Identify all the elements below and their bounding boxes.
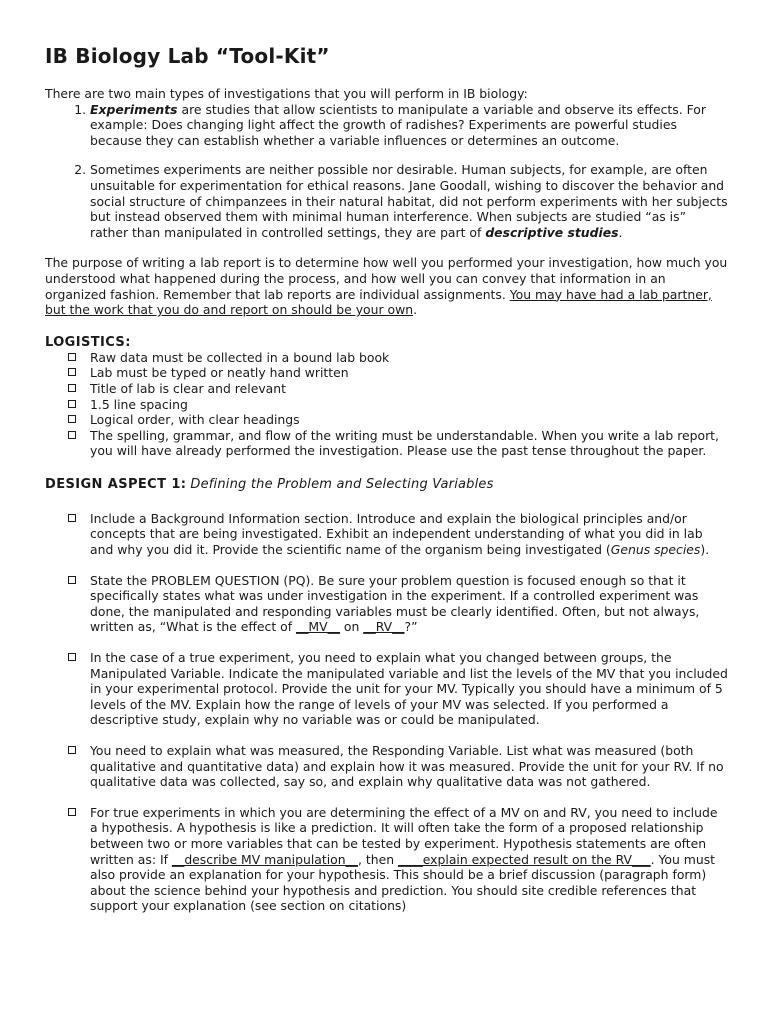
term-descriptive-studies: descriptive studies <box>485 224 619 240</box>
mv-manipulation-blank: __describe MV manipulation__ <box>171 851 358 867</box>
list-item-descriptive <box>90 162 728 240</box>
purpose-underlined: You may have had a lab partner, but the work that you do and report on should be your own <box>45 286 712 318</box>
list-item <box>45 743 728 790</box>
term-experiments: Experiments <box>90 101 178 117</box>
list-item-experiments <box>90 102 728 149</box>
logistics-item-text: Raw data must be collected in a bound lab book <box>90 349 390 365</box>
design-item-text: Include a Background Information section. Introduce and explain the biological principles and/or concepts that are being investigated. Exhibit an independent understanding of what you did in lab and why you did it. Provide the scientific name of the organism being investigated ( <box>90 510 703 558</box>
document-title: IB Biology Lab “Tool-Kit” <box>45 44 330 68</box>
expected-result-blank: ____explain expected result on the RV___ <box>398 851 651 867</box>
intro-text: There are two main types of investigations that you will perform in IB biology: <box>45 86 528 101</box>
design-item-mid: on <box>339 619 364 635</box>
purpose-paragraph <box>45 255 728 317</box>
design-checklist <box>45 511 728 914</box>
checkbox-icon[interactable] <box>68 746 76 754</box>
design-item-end: ?” <box>404 619 418 635</box>
checkbox-icon[interactable] <box>68 368 76 376</box>
logistics-item-text: Title of lab is clear and relevant <box>90 380 286 396</box>
design-item-text: For true experiments in which you are determining the effect of a MV on and RV, you need to include a hypothesis. A hypothesis is like a prediction. It will often take the form of a proposed relationship between two or more variables that can be tested by experiment. Hypothesis statements are often written as: If <box>90 804 718 867</box>
investigation-types-list <box>45 102 728 241</box>
rv-blank: __RV__ <box>363 619 405 635</box>
checkbox-icon[interactable] <box>68 400 76 408</box>
checkbox-icon[interactable] <box>68 415 76 423</box>
mv-blank: __MV__ <box>296 619 340 635</box>
checkbox-icon[interactable] <box>68 353 76 361</box>
descriptive-end: . <box>618 224 623 240</box>
logistics-item-text: Lab must be typed or neatly hand written <box>90 365 349 381</box>
design-aspect-heading <box>45 477 728 492</box>
purpose-end: . <box>413 302 418 318</box>
experiments-text: are studies that allow scientists to manipulate a variable and observe its effects. For example: Does changing light affect the growth of radishes? Experiments are powerful studies because they can establish whether a variable influences or determines an outcome. <box>90 101 706 148</box>
logistics-item-text: Logical order, with clear headings <box>90 412 300 428</box>
design-item-mid: , then <box>357 851 398 867</box>
design-aspect-title: Defining the Problem and Selecting Variables <box>190 476 494 492</box>
design-item-end: . You must also provide an explanation for your hypothesis. This should be a brief discussion (paragraph form) about the science behind your hypothesis and prediction. You should site credible references that support your explanation (see section on citations) <box>90 851 716 914</box>
design-item-text: You need to explain what was measured, the Responding Variable. List what was measured (both qualitative and quantitative data) and explain how it was measured. Provide the unit for your RV. If no qualitative data was collected, say so, and explain why qualitative data was not gathered. <box>90 743 724 790</box>
logistics-heading: LOGISTICS: <box>45 334 131 350</box>
checkbox-icon[interactable] <box>68 384 76 392</box>
design-item-text: In the case of a true experiment, you need to explain what you changed between groups, the Manipulated Variable. Indicate the manipulated variable and list the levels of the MV that you included in your experimental protocol. Provide the unit for your MV. Typically you should have a minimum of 5 levels of the MV. Explain how the range of levels of your MV was selected. If you performed a descriptive study, explain why no variable was or could be manipulated. <box>90 650 728 728</box>
list-item <box>45 381 728 397</box>
checkbox-icon[interactable] <box>68 514 76 522</box>
checkbox-icon[interactable] <box>68 431 76 439</box>
list-item <box>45 428 728 459</box>
checkbox-icon[interactable] <box>68 576 76 584</box>
list-item <box>45 412 728 428</box>
list-item <box>45 573 728 635</box>
list-item <box>45 365 728 381</box>
list-item <box>45 511 728 558</box>
list-item <box>45 350 728 366</box>
design-item-end: ). <box>700 542 710 558</box>
logistics-checklist <box>45 350 728 459</box>
design-aspect-label: DESIGN ASPECT 1: <box>45 476 187 492</box>
checkbox-icon[interactable] <box>68 653 76 661</box>
checkbox-icon[interactable] <box>68 808 76 816</box>
genus-species-text: Genus species <box>610 542 701 558</box>
list-item <box>45 805 728 914</box>
list-item <box>45 397 728 413</box>
purpose-text: The purpose of writing a lab report is to determine how well you performed your investigation, how much you understood what happened during the process, and how well you can convey that information in an organized fashion. Remember that lab reports are individual assignments. <box>45 255 728 302</box>
descriptive-text: Sometimes experiments are neither possible nor desirable. Human subjects, for example, are often unsuitable for experimentation for ethical reasons. Jane Goodall, wishing to discover the behavior and social structure of chimpanzees in their natural habitat, did not perform experiments with her subjects but instead observed them with minimal human interference. When subjects are studied “as is” rather than manipulated in controlled settings, they are part of <box>90 162 728 240</box>
logistics-item-text: The spelling, grammar, and flow of the writing must be understandable. When you write a lab report, you will have already performed the investigation. Please use the past tense throughout the paper. <box>90 427 719 459</box>
list-item <box>45 650 728 728</box>
logistics-item-text: 1.5 line spacing <box>90 396 188 412</box>
design-item-text: State the PROBLEM QUESTION (PQ). Be sure your problem question is focused enough so that it specifically states what was under investigation in the experiment. If a controlled experiment was done, the manipulated and responding variables must be clearly identified. Often, but not always, written as, “What is the effect of <box>90 572 700 635</box>
